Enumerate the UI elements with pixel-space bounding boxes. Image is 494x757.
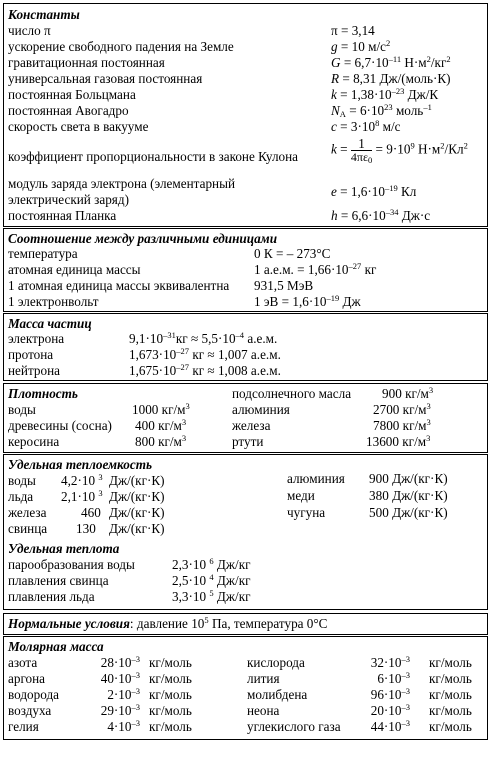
- specific-heat-value: 2,5·10 $^4$ Дж/кг: [172, 572, 251, 588]
- heat-section: [3, 454, 488, 610]
- heat-capacity-name: льда: [8, 489, 34, 504]
- heat-capacity-value: 900 Дж/(кг·К): [369, 471, 448, 486]
- heat-capacity-name: свинца: [8, 521, 48, 536]
- constant-name: ускорение свободного падения на Земле: [8, 39, 234, 54]
- heat-capacity-name: железа: [8, 505, 47, 520]
- particle-mass: $1,675\cdot 10^{-27}$ кг ≈ 1,008 а.е.м.: [129, 362, 281, 378]
- unit-value: 1 а.е.м. = $1,66\cdot 10^{-27}$ кг: [254, 261, 377, 277]
- constant-name: постоянная Планка: [8, 208, 117, 223]
- density-value: 1000 $кг/м^3$: [132, 401, 190, 417]
- density-section: [3, 383, 488, 453]
- constant-value: π = 3,14: [331, 23, 375, 38]
- molar-mass-unit: кг/моль: [429, 687, 472, 702]
- molar-mass-name: азота: [8, 655, 38, 670]
- molar-mass-unit: кг/моль: [149, 703, 192, 718]
- normal-conditions-line: Нормальные условия: давление $10^5$ Па, температура 0°С: [8, 615, 328, 631]
- molar-mass-name: гелия: [8, 719, 39, 734]
- molar-mass-value: $20\cdot 10^{-3}$: [370, 702, 410, 718]
- molar-mass-unit: кг/моль: [429, 703, 472, 718]
- constant-value: $c = 3\cdot 10^8$ м/с: [331, 118, 401, 134]
- specific-heat-name: парообразования воды: [8, 557, 135, 572]
- particle-name: протона: [8, 347, 54, 362]
- heat-capacity-value: 4,2·10 $^3$: [61, 472, 103, 488]
- molar-mass-value: $40\cdot 10^{-3}$: [100, 670, 140, 686]
- constant-value: g = 10 $м/с^2$: [331, 38, 391, 54]
- molar-mass-value: $32\cdot 10^{-3}$: [370, 654, 410, 670]
- unit-value: 0 К = – 273°С: [254, 246, 331, 261]
- molar-mass-name: аргона: [8, 671, 46, 686]
- heat-capacity-name: чугуна: [287, 505, 326, 520]
- heat-capacity-value: 130: [76, 521, 96, 536]
- unit-name: 1 атомная единица массы эквивалентна: [8, 278, 230, 293]
- heat-capacity-unit: Дж/(кг·К): [109, 489, 165, 504]
- molar-mass-unit: кг/моль: [149, 687, 192, 702]
- heat-capacity-unit: Дж/(кг·К): [109, 505, 165, 520]
- constant-value: k = $\frac{1}{4\pi\varepsilon_0}$ = $9\cdot 10^9$ $Н\cdot м^2/Кл^2$: [331, 136, 468, 165]
- molar-mass-name: водорода: [8, 687, 60, 702]
- particle-name: электрона: [8, 331, 65, 346]
- heat-capacity-unit: Дж/(кг·К): [109, 473, 165, 488]
- density-name: керосина: [8, 434, 60, 449]
- constants-section: [3, 3, 488, 227]
- density-value: 7800 $кг/м^3$: [373, 417, 431, 433]
- density-value: 900 $кг/м^3$: [382, 385, 434, 401]
- unit-name: атомная единица массы: [8, 262, 141, 277]
- molar-mass-value: $4\cdot 10^{-3}$: [107, 718, 140, 734]
- molar-mass-value: $2\cdot 10^{-3}$: [107, 686, 140, 702]
- constant-name: скорость света в вакууме: [8, 119, 149, 134]
- heat-capacity-value: 2,1·10 $^3$: [61, 488, 103, 504]
- constant-value: R = 8,31 Дж/(моль·К): [331, 71, 451, 86]
- particle-mass: $9,1\cdot 10^{-31}кг \approx 5,5\cdot 10^{-4}$ а.е.м.: [129, 330, 278, 346]
- specific-heat-name: плавления льда: [8, 589, 95, 604]
- molar-mass-name: воздуха: [8, 703, 52, 718]
- constant-name: число π: [8, 23, 51, 38]
- unit-value: 931,5 МэВ: [254, 278, 314, 293]
- molar-mass-value: $28\cdot 10^{-3}$: [100, 654, 140, 670]
- density-name: воды: [8, 402, 36, 417]
- molar-mass-unit: кг/моль: [429, 655, 472, 670]
- heat-capacity-name: алюминия: [287, 471, 345, 486]
- specific-heat-value: 2,3·10 $^6$ Дж/кг: [172, 556, 251, 572]
- density-value: 13600 $кг/м^3$: [366, 433, 431, 449]
- particle-name: нейтрона: [8, 363, 60, 378]
- density-name: подсолнечного масла: [232, 386, 352, 401]
- particle-mass: $1,673\cdot 10^{-27}$ кг ≈ 1,007 а.е.м.: [129, 346, 281, 362]
- constant-value: $e = 1,6\cdot 10^{-19}$ Кл: [331, 183, 417, 199]
- units-section: [3, 228, 488, 312]
- molar-mass-unit: кг/моль: [149, 719, 192, 734]
- molar-mass-unit: кг/моль: [149, 671, 192, 686]
- heat-capacity-value: 500 Дж/(кг·К): [369, 505, 448, 520]
- specific-heat-value: 3,3·10 $^5$ Дж/кг: [172, 588, 251, 604]
- molar-mass-value: $29\cdot 10^{-3}$: [100, 702, 140, 718]
- unit-name: 1 электронвольт: [8, 294, 99, 309]
- density-value: 2700 $кг/м^3$: [373, 401, 431, 417]
- constants-heading: Константы: [8, 7, 80, 22]
- molar-mass-value: $96\cdot 10^{-3}$: [370, 686, 410, 702]
- constant-name: универсальная газовая постоянная: [8, 71, 203, 86]
- molar-mass-name: молибдена: [247, 687, 308, 702]
- density-name: железа: [232, 418, 271, 433]
- constant-value: $k = 1,38\cdot 10^{-23}$ Дж/К: [331, 86, 439, 102]
- density-name: алюминия: [232, 402, 290, 417]
- normal-conditions-heading: Нормальные условия: [8, 616, 130, 631]
- constant-name: постоянная Авогадро: [8, 103, 129, 118]
- constant-name: гравитационная постоянная: [8, 55, 165, 70]
- molar-mass-value: $6\cdot 10^{-3}$: [377, 670, 410, 686]
- constant-value: $N_A = 6\cdot 10^{23}$ моль$^{-1}$: [331, 102, 432, 119]
- density-value: 400 $кг/м^3$: [135, 417, 187, 433]
- heat-capacity-value: 380 Дж/(кг·К): [369, 488, 448, 503]
- normal-conditions-section: [3, 613, 488, 635]
- molar-mass-unit: кг/моль: [429, 671, 472, 686]
- molar-mass-unit: кг/моль: [429, 719, 472, 734]
- particles-heading: Масса частиц: [8, 316, 92, 331]
- units-heading: Соотношение между различными единицами: [8, 231, 278, 246]
- molar-mass-unit: кг/моль: [149, 655, 192, 670]
- density-name: древесины (сосна): [8, 418, 112, 433]
- molar-mass-value: $44\cdot 10^{-3}$: [370, 718, 410, 734]
- heat-capacity-heading: Удельная теплоемкость: [8, 457, 152, 472]
- constant-value: $G = 6,7\cdot 10^{-11}$ $Н\cdot м^2/кг^2$: [331, 54, 451, 70]
- constant-name: постоянная Больцмана: [8, 87, 136, 102]
- constant-name: модуль заряда электрона (элементарный электрический заряд): [8, 176, 236, 207]
- constant-name: коэффициент пропорциональности в законе Кулона: [8, 149, 299, 164]
- density-heading: Плотность: [8, 386, 78, 401]
- molar-mass-heading: Молярная масса: [8, 639, 104, 654]
- density-name: ртути: [232, 434, 264, 449]
- unit-value: 1 эВ = $1,6\cdot 10^{-19}$ Дж: [254, 293, 361, 309]
- heat-capacity-unit: Дж/(кг·К): [109, 521, 165, 536]
- density-value: 800 $кг/м^3$: [135, 433, 187, 449]
- constant-value: $h = 6,6\cdot 10^{-34}$ Дж·с: [331, 207, 431, 223]
- molar-mass-name: неона: [247, 703, 280, 718]
- specific-heat-heading: Удельная теплота: [8, 541, 120, 556]
- heat-capacity-name: меди: [287, 488, 315, 503]
- molar-mass-section: [3, 636, 488, 740]
- specific-heat-name: плавления свинца: [8, 573, 109, 588]
- heat-capacity-name: воды: [8, 473, 36, 488]
- molar-mass-name: кислорода: [247, 655, 305, 670]
- unit-name: температура: [8, 246, 78, 261]
- molar-mass-name: лития: [247, 671, 280, 686]
- molar-mass-name: углекислого газа: [247, 719, 341, 734]
- heat-capacity-value: 460: [81, 505, 101, 520]
- particles-section: [3, 313, 488, 381]
